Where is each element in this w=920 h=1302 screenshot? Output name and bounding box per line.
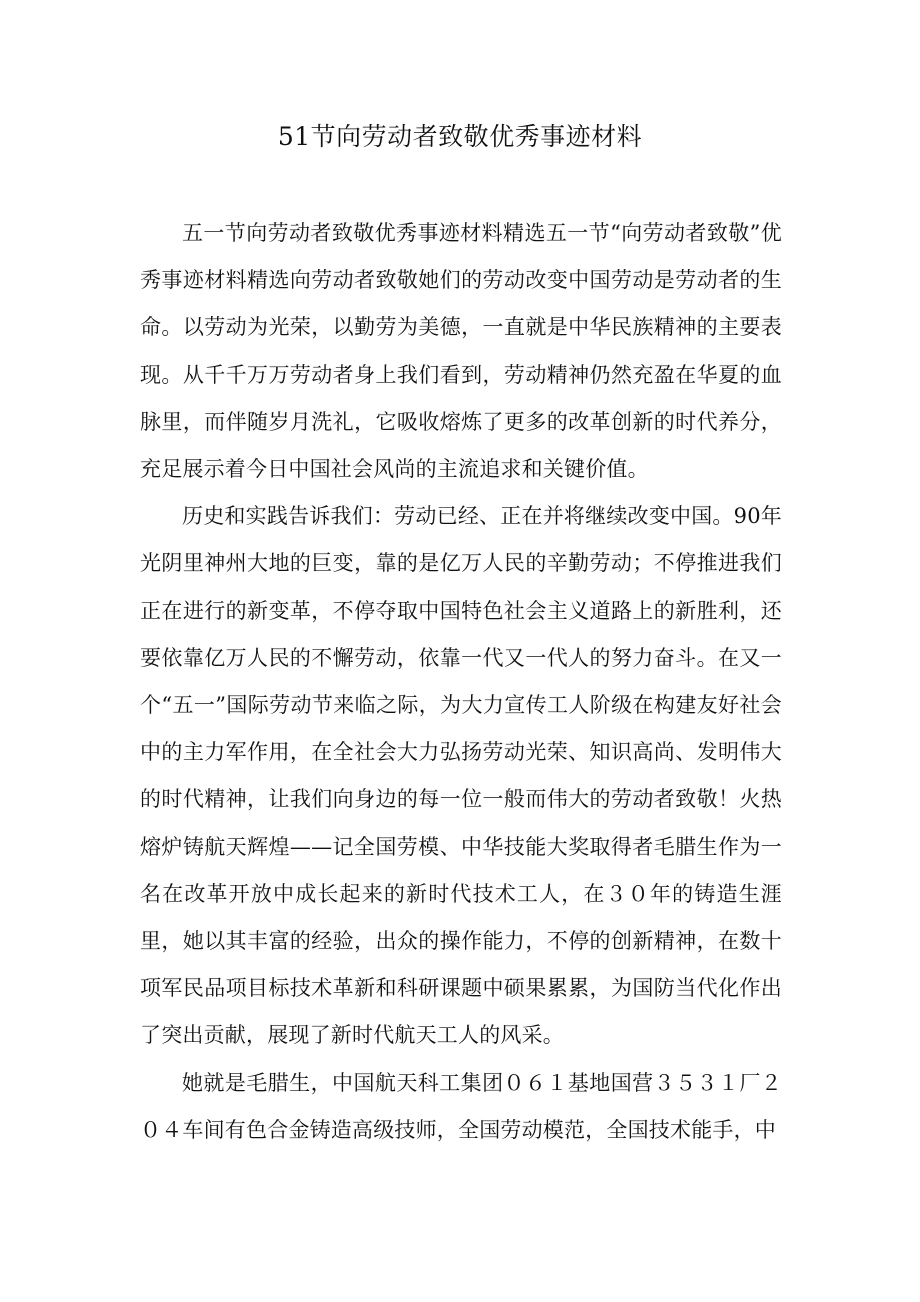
- paragraph-3: 她就是毛腊生，中国航天科工集团０６１基地国营３５３１厂２０４车间有色合金铸造高级技师，全国劳动模范，全国技术能手，中: [140, 1070, 782, 1142]
- document-body: [140, 210, 782, 1154]
- paragraph-1: 五一节向劳动者致敬优秀事迹材料精选五一节“向劳动者致敬”优秀事迹材料精选向劳动者致敬她们的劳动改变中国劳动是劳动者的生命。以劳动为光荣，以勤劳为美德，一直就是中华民族精神的主要表现。从千千万万劳动者身上我们看到，劳动精神仍然充盈在华夏的血脉里，而伴随岁月洗礼，它吸收熔炼了更多的改革创新的时代养分，充足展示着今日中国社会风尚的主流追求和关键价值。: [140, 221, 782, 482]
- paragraph-2: 历史和实践告诉我们：劳动已经、正在并将继续改变中国。90年光阴里神州大地的巨变，靠的是亿万人民的辛勤劳动；不停推进我们正在进行的新变革，不停夺取中国特色社会主义道路上的新胜利，还要依靠亿万人民的不懈劳动，依靠一代又一代人的努力奋斗。在又一个“五一”国际劳动节来临之际，为大力宣传工人阶级在构建友好社会中的主力军作用，在全社会大力弘扬劳动光荣、知识高尚、发明伟大的时代精神，让我们向身边的每一位一般而伟大的劳动者致敬！火热熔炉铸航天辉煌——记全国劳模、中华技能大奖取得者毛腊生作为一名在改革开放中成长起来的新时代技术工人，在３０年的铸造生涯里，她以其丰富的经验，出众的操作能力，不停的创新精神，在数十项军民品项目标技术革新和科研课题中硕果累累，为国防当代化作出了突出贡献，展现了新时代航天工人的风采。: [140, 504, 782, 1048]
- document-title: 51节向劳动者致敬优秀事迹材料: [277, 122, 643, 151]
